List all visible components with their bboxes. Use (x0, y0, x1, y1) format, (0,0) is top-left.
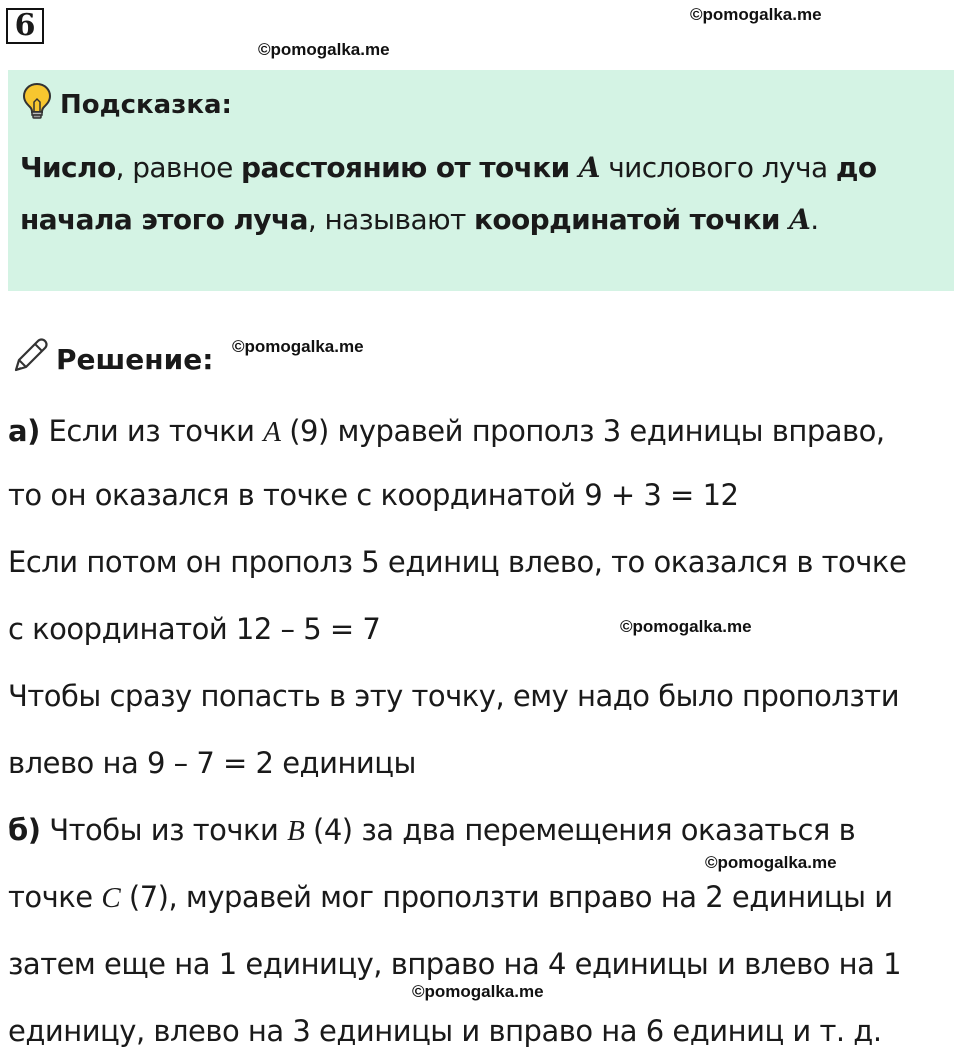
solution-line (8, 414, 885, 449)
text-fragment: (9) муравей прополз 3 единицы вправо, (280, 414, 885, 448)
hint-term: Число (20, 151, 116, 184)
watermark: ©pomogalka.me (232, 337, 364, 356)
hint-term: расстоянию от точки (241, 151, 579, 184)
text-fragment: (7), муравей мог проползти вправо на 2 единицы и (120, 880, 893, 914)
solution-title: Решение: (56, 343, 214, 376)
solution-line: Если потом он прополз 5 единиц влево, то оказался в точке (8, 545, 907, 579)
watermark: ©pomogalka.me (705, 853, 837, 872)
hint-term: координатой точки (473, 203, 790, 236)
hint-fragment: , равное (115, 151, 241, 184)
hint-text (20, 142, 940, 246)
hint-term: начала этого луча (20, 203, 308, 236)
math-variable: A (263, 416, 281, 448)
solution-line: то он оказался в точке с координатой 9 + 3 = 12 (8, 478, 739, 512)
task-number: 6 (6, 8, 44, 44)
watermark: ©pomogalka.me (620, 617, 752, 636)
solution-line: с координатой 12 – 5 = 7 (8, 612, 381, 646)
hint-box (8, 70, 954, 291)
hint-term: до (835, 151, 877, 184)
text-fragment: Если из точки (39, 414, 264, 448)
part-label: б) (8, 813, 41, 847)
text-fragment: (4) за два перемещения оказаться в (304, 813, 856, 847)
math-variable: A (789, 203, 811, 236)
watermark: ©pomogalka.me (258, 40, 390, 59)
text-fragment: Чтобы из точки (40, 813, 288, 847)
pencil-icon (10, 336, 50, 383)
part-label: а) (8, 414, 40, 448)
math-variable: C (101, 882, 121, 914)
solution-line (8, 813, 855, 848)
lightbulb-icon (22, 82, 52, 127)
hint-fragment: числового луча (599, 151, 836, 184)
math-variable: A (578, 151, 600, 184)
solution-line: единицу, влево на 3 единицы и вправо на 6 единиц и т. д. (8, 1014, 882, 1048)
math-variable: B (287, 815, 305, 847)
watermark: ©pomogalka.me (690, 5, 822, 24)
hint-title: Подсказка: (60, 89, 232, 120)
hint-fragment: . (810, 203, 819, 236)
solution-line: влево на 9 – 7 = 2 единицы (8, 746, 416, 780)
solution-header (10, 336, 213, 383)
hint-header (22, 82, 232, 127)
solution-line (8, 880, 893, 915)
watermark: ©pomogalka.me (412, 982, 544, 1001)
text-fragment: точке (8, 880, 102, 914)
solution-line: Чтобы сразу попасть в эту точку, ему надо было проползти (8, 679, 900, 713)
solution-line: затем еще на 1 единицу, вправо на 4 единицы и влево на 1 (8, 947, 902, 981)
hint-fragment: , называют (307, 203, 474, 236)
